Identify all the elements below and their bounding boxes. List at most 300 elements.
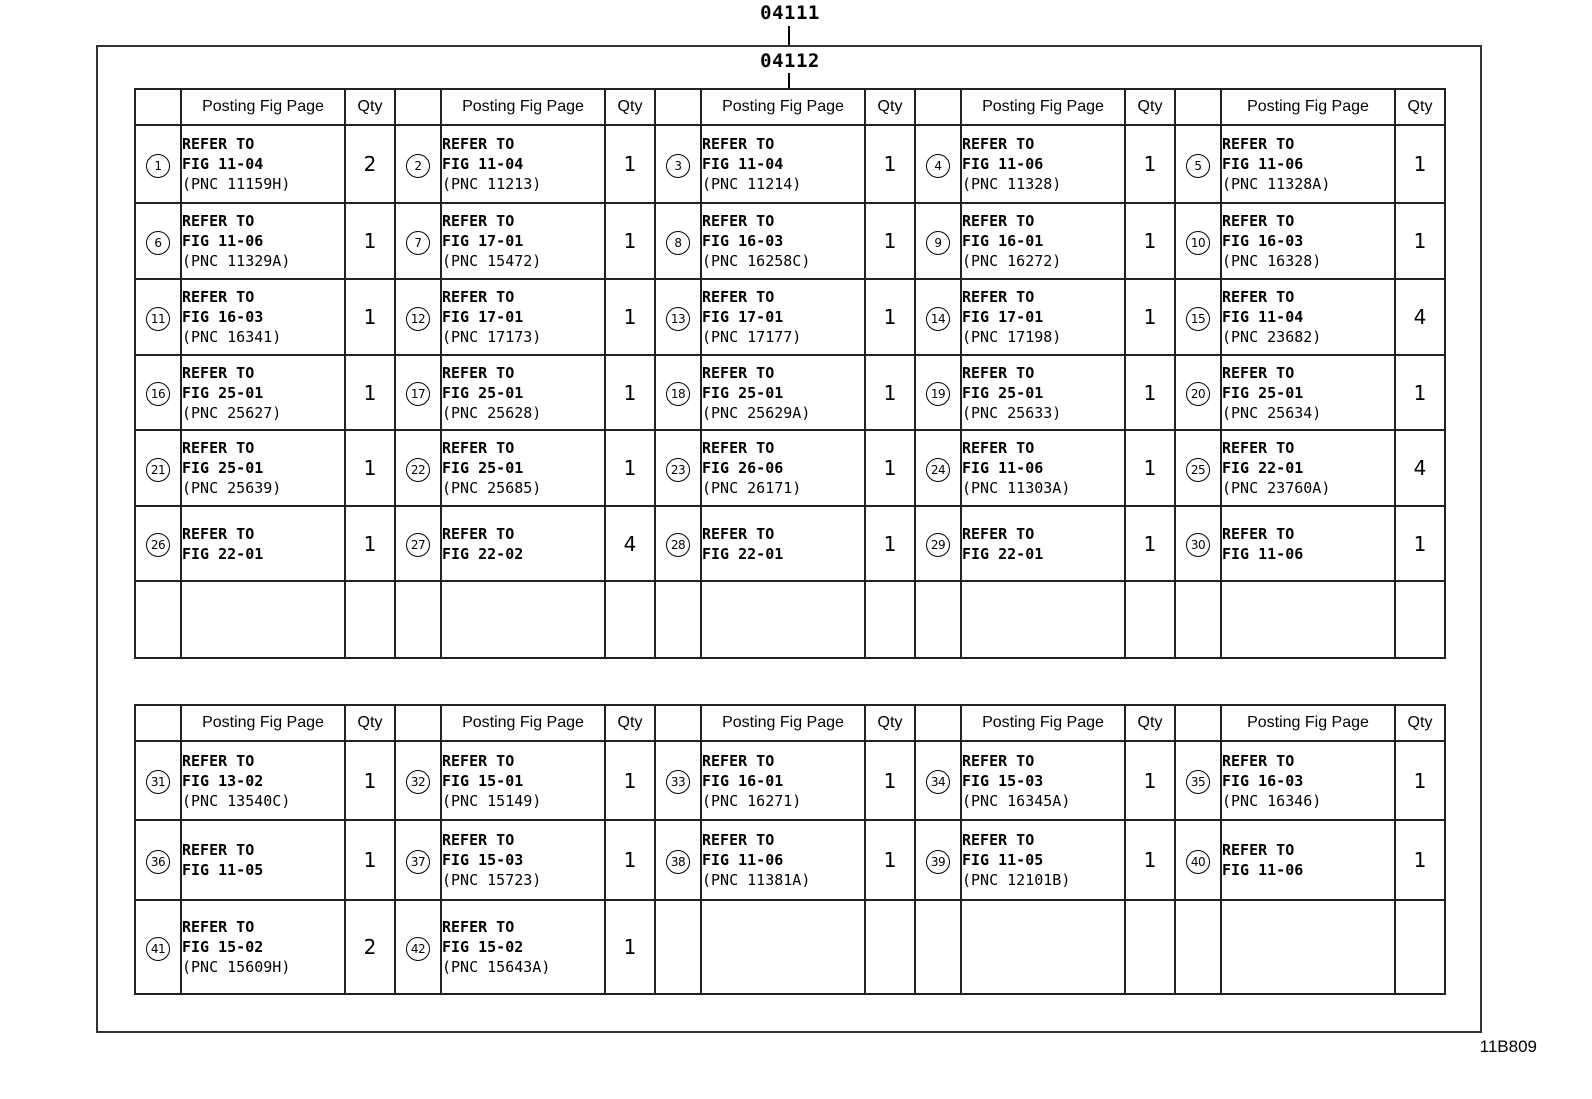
reference-line2: FIG 26-06 — [702, 459, 784, 477]
reference-line1: REFER TO — [1222, 524, 1295, 543]
qty-cell: 1 — [865, 279, 915, 355]
item-number-callout: 9 — [926, 231, 950, 255]
reference-line2: FIG 13-02 — [182, 771, 264, 790]
header-row — [135, 705, 1445, 741]
qty-cell: 4 — [1395, 430, 1445, 506]
qty-cell: 1 — [865, 506, 915, 581]
item-number-cell — [655, 581, 701, 658]
reference-line3: (PNC 11328) — [962, 175, 1062, 193]
item-number-cell — [395, 900, 441, 994]
item-number-cell — [915, 430, 961, 506]
qty-cell — [1125, 581, 1175, 658]
item-number-cell — [135, 820, 181, 900]
reference-line3: (PNC 15149) — [442, 791, 542, 810]
item-number-callout: 16 — [146, 382, 170, 406]
posting-fig-page-cell — [441, 581, 605, 658]
header-qty: Qty — [1395, 89, 1445, 125]
reference-line2: FIG 16-03 — [702, 232, 784, 250]
qty-cell: 1 — [345, 741, 395, 820]
reference-line3: (PNC 15609H) — [182, 958, 291, 976]
posting-fig-page-cell — [181, 279, 345, 355]
reference-line1: REFER TO — [1222, 751, 1295, 770]
qty-cell: 1 — [865, 203, 915, 279]
qty-cell: 1 — [345, 820, 395, 900]
posting-fig-page-cell — [181, 581, 345, 658]
header-row — [135, 89, 1445, 125]
posting-fig-page-cell — [1221, 741, 1395, 820]
item-number-callout: 37 — [406, 850, 430, 874]
reference-line2: FIG 11-05 — [182, 861, 264, 879]
item-number-callout: 40 — [1186, 850, 1210, 874]
posting-fig-page-cell — [1221, 900, 1395, 994]
item-number-cell — [135, 900, 181, 994]
reference-line2: FIG 22-01 — [182, 544, 264, 563]
reference-line1: REFER TO — [702, 363, 775, 382]
qty-cell: 1 — [865, 741, 915, 820]
header-qty: Qty — [865, 705, 915, 741]
reference-line3: (PNC 11381A) — [702, 871, 811, 889]
item-number-callout: 22 — [406, 458, 430, 482]
item-number-callout: 25 — [1186, 458, 1210, 482]
reference-line3: (PNC 25627) — [182, 403, 282, 422]
reference-line3: (PNC 16328) — [1222, 252, 1322, 270]
reference-line2: FIG 11-06 — [182, 232, 264, 250]
qty-cell: 1 — [865, 125, 915, 203]
reference-line2: FIG 11-04 — [1222, 308, 1304, 326]
item-number-callout: 6 — [146, 231, 170, 255]
reference-line1: REFER TO — [962, 288, 1035, 306]
posting-fig-page-cell — [961, 506, 1125, 581]
reference-line2: FIG 22-01 — [702, 544, 784, 563]
header-posting-fig-page: Posting Fig Page — [1221, 89, 1395, 125]
item-number-callout: 17 — [406, 382, 430, 406]
item-number-cell — [655, 820, 701, 900]
part-code-04111: 04111 — [760, 2, 820, 24]
item-number-callout: 30 — [1186, 533, 1210, 557]
item-number-callout: 26 — [146, 533, 170, 557]
qty-cell — [1395, 900, 1445, 994]
table-row — [135, 820, 1445, 900]
item-number-cell — [655, 355, 701, 430]
item-number-cell — [1175, 203, 1221, 279]
header-posting-fig-page: Posting Fig Page — [961, 89, 1125, 125]
reference-line2: FIG 22-01 — [1222, 459, 1304, 477]
table-row — [135, 355, 1445, 430]
header-num-cell — [1175, 705, 1221, 741]
item-number-cell — [915, 900, 961, 994]
reference-line2: FIG 17-01 — [702, 308, 784, 326]
item-number-callout: 20 — [1186, 382, 1210, 406]
reference-line1: REFER TO — [442, 363, 515, 382]
reference-line3: (PNC 25634) — [1222, 403, 1322, 422]
reference-line1: REFER TO — [182, 751, 255, 770]
reference-line2: FIG 15-02 — [182, 938, 264, 956]
item-number-callout: 3 — [666, 154, 690, 178]
part-code-04112: 04112 — [760, 50, 820, 72]
item-number-cell — [915, 581, 961, 658]
reference-line2: FIG 11-06 — [1222, 544, 1304, 563]
item-number-cell — [1175, 355, 1221, 430]
header-posting-fig-page: Posting Fig Page — [441, 89, 605, 125]
item-number-cell — [1175, 820, 1221, 900]
reference-line2: FIG 25-01 — [962, 383, 1044, 402]
posting-fig-page-cell — [441, 741, 605, 820]
item-number-callout: 18 — [666, 382, 690, 406]
reference-line3: (PNC 16272) — [962, 252, 1062, 270]
item-number-callout: 34 — [926, 770, 950, 794]
reference-line2: FIG 15-03 — [442, 851, 524, 869]
posting-fig-page-cell — [961, 430, 1125, 506]
posting-fig-page-cell — [701, 506, 865, 581]
reference-line3: (PNC 26171) — [702, 479, 802, 497]
reference-line3: (PNC 25633) — [962, 403, 1062, 422]
posting-fig-page-cell — [961, 741, 1125, 820]
posting-fig-page-cell — [701, 203, 865, 279]
reference-table-2 — [134, 704, 1446, 995]
reference-line1: REFER TO — [1222, 439, 1295, 457]
qty-cell: 1 — [1125, 741, 1175, 820]
reference-line1: REFER TO — [702, 212, 775, 230]
qty-cell: 1 — [345, 430, 395, 506]
qty-cell — [1395, 581, 1445, 658]
item-number-callout: 36 — [146, 850, 170, 874]
qty-cell: 4 — [1395, 279, 1445, 355]
reference-line2: FIG 15-01 — [442, 771, 524, 790]
item-number-callout: 13 — [666, 307, 690, 331]
qty-cell: 1 — [1395, 506, 1445, 581]
qty-cell: 1 — [345, 279, 395, 355]
posting-fig-page-cell — [701, 820, 865, 900]
reference-line1: REFER TO — [442, 135, 515, 153]
header-num-cell — [915, 89, 961, 125]
qty-cell: 4 — [605, 506, 655, 581]
reference-line1: REFER TO — [702, 439, 775, 457]
header-qty: Qty — [345, 89, 395, 125]
posting-fig-page-cell — [701, 741, 865, 820]
qty-cell: 1 — [1395, 820, 1445, 900]
item-number-cell — [135, 741, 181, 820]
header-qty: Qty — [605, 89, 655, 125]
header-num-cell — [395, 705, 441, 741]
reference-line1: REFER TO — [442, 524, 515, 543]
header-num-cell — [655, 89, 701, 125]
table-row — [135, 279, 1445, 355]
reference-line2: FIG 25-01 — [442, 383, 524, 402]
header-qty: Qty — [605, 705, 655, 741]
reference-line2: FIG 11-05 — [962, 851, 1044, 869]
qty-cell: 1 — [1395, 125, 1445, 203]
figure-reference: 11B809 — [1479, 1037, 1537, 1056]
posting-fig-page-cell — [701, 900, 865, 994]
reference-line2: FIG 11-06 — [702, 851, 784, 869]
item-number-cell — [915, 506, 961, 581]
item-number-cell — [395, 125, 441, 203]
item-number-callout: 32 — [406, 770, 430, 794]
item-number-cell — [915, 820, 961, 900]
table-row — [135, 203, 1445, 279]
item-number-callout: 33 — [666, 770, 690, 794]
reference-line3: (PNC 25629A) — [702, 403, 811, 422]
reference-line3: (PNC 15643A) — [442, 958, 551, 976]
item-number-callout: 2 — [406, 154, 430, 178]
qty-cell: 1 — [345, 506, 395, 581]
reference-line2: FIG 16-03 — [182, 308, 264, 326]
item-number-callout: 21 — [146, 458, 170, 482]
qty-cell: 1 — [1395, 355, 1445, 430]
item-number-cell — [1175, 430, 1221, 506]
qty-cell: 1 — [1125, 203, 1175, 279]
item-number-callout: 41 — [146, 937, 170, 961]
posting-fig-page-cell — [961, 900, 1125, 994]
qty-cell: 1 — [605, 355, 655, 430]
posting-fig-page-cell — [441, 125, 605, 203]
table-row — [135, 506, 1445, 581]
reference-line2: FIG 11-06 — [962, 155, 1044, 173]
reference-line1: REFER TO — [182, 135, 255, 153]
item-number-cell — [655, 900, 701, 994]
posting-fig-page-cell — [181, 820, 345, 900]
item-number-cell — [395, 279, 441, 355]
posting-fig-page-cell — [1221, 581, 1395, 658]
item-number-cell — [395, 820, 441, 900]
reference-line3: (PNC 11159H) — [182, 175, 291, 193]
item-number-cell — [1175, 506, 1221, 581]
header-posting-fig-page: Posting Fig Page — [701, 89, 865, 125]
posting-fig-page-cell — [1221, 125, 1395, 203]
qty-cell: 1 — [1125, 125, 1175, 203]
qty-cell — [1125, 900, 1175, 994]
reference-line3: (PNC 13540C) — [182, 791, 291, 810]
posting-fig-page-cell — [441, 355, 605, 430]
qty-cell — [605, 581, 655, 658]
reference-line3: (PNC 11303A) — [962, 479, 1071, 497]
header-num-cell — [655, 705, 701, 741]
posting-fig-page-cell — [1221, 279, 1395, 355]
qty-cell: 1 — [1125, 279, 1175, 355]
item-number-cell — [395, 741, 441, 820]
reference-line3: (PNC 17173) — [442, 328, 542, 346]
reference-line1: REFER TO — [442, 212, 515, 230]
qty-cell: 1 — [345, 355, 395, 430]
reference-line2: FIG 25-01 — [442, 459, 524, 477]
posting-fig-page-cell — [1221, 820, 1395, 900]
item-number-cell — [1175, 279, 1221, 355]
header-num-cell — [915, 705, 961, 741]
reference-line2: FIG 11-04 — [442, 155, 524, 173]
header-qty: Qty — [345, 705, 395, 741]
qty-cell: 1 — [605, 203, 655, 279]
reference-line2: FIG 25-01 — [182, 459, 264, 477]
reference-line2: FIG 11-06 — [962, 459, 1044, 477]
item-number-cell — [655, 203, 701, 279]
header-num-cell — [1175, 89, 1221, 125]
item-number-cell — [135, 430, 181, 506]
item-number-cell — [1175, 900, 1221, 994]
header-num-cell — [395, 89, 441, 125]
reference-line2: FIG 16-01 — [702, 771, 784, 790]
posting-fig-page-cell — [961, 279, 1125, 355]
reference-line1: REFER TO — [182, 439, 255, 457]
qty-cell: 1 — [605, 279, 655, 355]
reference-line2: FIG 15-02 — [442, 938, 524, 956]
header-posting-fig-page: Posting Fig Page — [441, 705, 605, 741]
reference-line2: FIG 11-06 — [1222, 861, 1304, 879]
item-number-callout: 42 — [406, 937, 430, 961]
reference-line1: REFER TO — [1222, 135, 1295, 153]
item-number-callout: 35 — [1186, 770, 1210, 794]
reference-line1: REFER TO — [1222, 288, 1295, 306]
reference-line3: (PNC 11328A) — [1222, 175, 1331, 193]
header-qty: Qty — [1125, 89, 1175, 125]
reference-line2: FIG 22-02 — [442, 544, 524, 563]
header-posting-fig-page: Posting Fig Page — [701, 705, 865, 741]
reference-line2: FIG 17-01 — [962, 308, 1044, 326]
item-number-cell — [135, 125, 181, 203]
reference-line3: (PNC 17177) — [702, 328, 802, 346]
table-row — [135, 741, 1445, 820]
reference-line3: (PNC 16341) — [182, 328, 282, 346]
item-number-cell — [655, 506, 701, 581]
item-number-callout: 27 — [406, 533, 430, 557]
qty-cell: 2 — [345, 900, 395, 994]
posting-fig-page-cell — [1221, 355, 1395, 430]
posting-fig-page-cell — [441, 203, 605, 279]
reference-line2: FIG 17-01 — [442, 232, 524, 250]
posting-fig-page-cell — [961, 820, 1125, 900]
reference-line1: REFER TO — [702, 751, 775, 770]
reference-line3: (PNC 25628) — [442, 403, 542, 422]
posting-fig-page-cell — [701, 279, 865, 355]
item-number-cell — [395, 430, 441, 506]
item-number-cell — [135, 581, 181, 658]
reference-line1: REFER TO — [702, 831, 775, 849]
reference-line1: REFER TO — [962, 363, 1035, 382]
item-number-cell — [135, 279, 181, 355]
item-number-callout: 28 — [666, 533, 690, 557]
reference-line3: (PNC 16258C) — [702, 252, 811, 270]
reference-table-1 — [134, 88, 1446, 659]
posting-fig-page-cell — [181, 506, 345, 581]
qty-cell: 1 — [1395, 203, 1445, 279]
item-number-callout: 7 — [406, 231, 430, 255]
reference-line2: FIG 25-01 — [1222, 383, 1304, 402]
reference-line1: REFER TO — [442, 831, 515, 849]
posting-fig-page-cell — [181, 203, 345, 279]
qty-cell: 1 — [345, 203, 395, 279]
qty-cell: 1 — [605, 820, 655, 900]
reference-line1: REFER TO — [1222, 212, 1295, 230]
reference-line3: (PNC 15472) — [442, 252, 542, 270]
posting-fig-page-cell — [701, 355, 865, 430]
reference-line1: REFER TO — [442, 288, 515, 306]
qty-cell — [865, 900, 915, 994]
posting-fig-page-cell — [181, 430, 345, 506]
item-number-callout: 4 — [926, 154, 950, 178]
item-number-callout: 11 — [146, 307, 170, 331]
reference-line2: FIG 16-03 — [1222, 771, 1304, 790]
item-number-callout: 1 — [146, 154, 170, 178]
reference-line1: REFER TO — [962, 524, 1035, 543]
reference-line1: REFER TO — [962, 212, 1035, 230]
reference-line2: FIG 11-06 — [1222, 155, 1304, 173]
reference-line3: (PNC 16345A) — [962, 791, 1071, 810]
posting-fig-page-cell — [1221, 203, 1395, 279]
posting-fig-page-cell — [961, 581, 1125, 658]
posting-fig-page-cell — [961, 125, 1125, 203]
item-number-cell — [395, 506, 441, 581]
reference-line1: REFER TO — [442, 439, 515, 457]
qty-cell: 1 — [1125, 430, 1175, 506]
posting-fig-page-cell — [181, 900, 345, 994]
reference-line1: REFER TO — [702, 135, 775, 153]
header-posting-fig-page: Posting Fig Page — [181, 89, 345, 125]
posting-fig-page-cell — [961, 355, 1125, 430]
item-number-callout: 8 — [666, 231, 690, 255]
posting-fig-page-cell — [181, 741, 345, 820]
qty-cell: 1 — [1125, 355, 1175, 430]
item-number-callout: 31 — [146, 770, 170, 794]
reference-line2: FIG 11-04 — [182, 155, 264, 173]
qty-cell: 1 — [1125, 506, 1175, 581]
item-number-cell — [135, 203, 181, 279]
reference-line1: REFER TO — [962, 831, 1035, 849]
item-number-callout: 23 — [666, 458, 690, 482]
reference-line3: (PNC 17198) — [962, 328, 1062, 346]
item-number-callout: 39 — [926, 850, 950, 874]
item-number-callout: 5 — [1186, 154, 1210, 178]
qty-cell: 1 — [605, 430, 655, 506]
qty-cell: 1 — [1395, 741, 1445, 820]
item-number-cell — [915, 203, 961, 279]
item-number-cell — [655, 430, 701, 506]
item-number-callout: 38 — [666, 850, 690, 874]
reference-line2: FIG 25-01 — [182, 383, 264, 402]
table-row — [135, 900, 1445, 994]
reference-line3: (PNC 23760A) — [1222, 479, 1331, 497]
item-number-cell — [395, 581, 441, 658]
table-row — [135, 581, 1445, 658]
qty-cell: 1 — [865, 355, 915, 430]
reference-line1: REFER TO — [962, 439, 1035, 457]
reference-line1: REFER TO — [702, 288, 775, 306]
header-posting-fig-page: Posting Fig Page — [1221, 705, 1395, 741]
qty-cell: 1 — [605, 125, 655, 203]
posting-fig-page-cell — [441, 279, 605, 355]
posting-fig-page-cell — [701, 581, 865, 658]
reference-line3: (PNC 11214) — [702, 175, 802, 193]
qty-cell: 1 — [605, 900, 655, 994]
item-number-cell — [135, 506, 181, 581]
item-number-callout: 24 — [926, 458, 950, 482]
reference-line3: (PNC 11329A) — [182, 252, 291, 270]
reference-line1: REFER TO — [182, 212, 255, 230]
table-row — [135, 125, 1445, 203]
item-number-cell — [655, 279, 701, 355]
posting-fig-page-cell — [441, 430, 605, 506]
reference-line3: (PNC 12101B) — [962, 871, 1071, 889]
item-number-cell — [915, 125, 961, 203]
reference-line1: REFER TO — [442, 751, 515, 770]
header-num-cell — [135, 705, 181, 741]
reference-line3: (PNC 15723) — [442, 871, 542, 889]
reference-line2: FIG 11-04 — [702, 155, 784, 173]
item-number-callout: 29 — [926, 533, 950, 557]
reference-line1: REFER TO — [182, 841, 255, 859]
item-number-callout: 12 — [406, 307, 430, 331]
posting-fig-page-cell — [701, 125, 865, 203]
item-number-cell — [1175, 581, 1221, 658]
item-number-cell — [915, 279, 961, 355]
